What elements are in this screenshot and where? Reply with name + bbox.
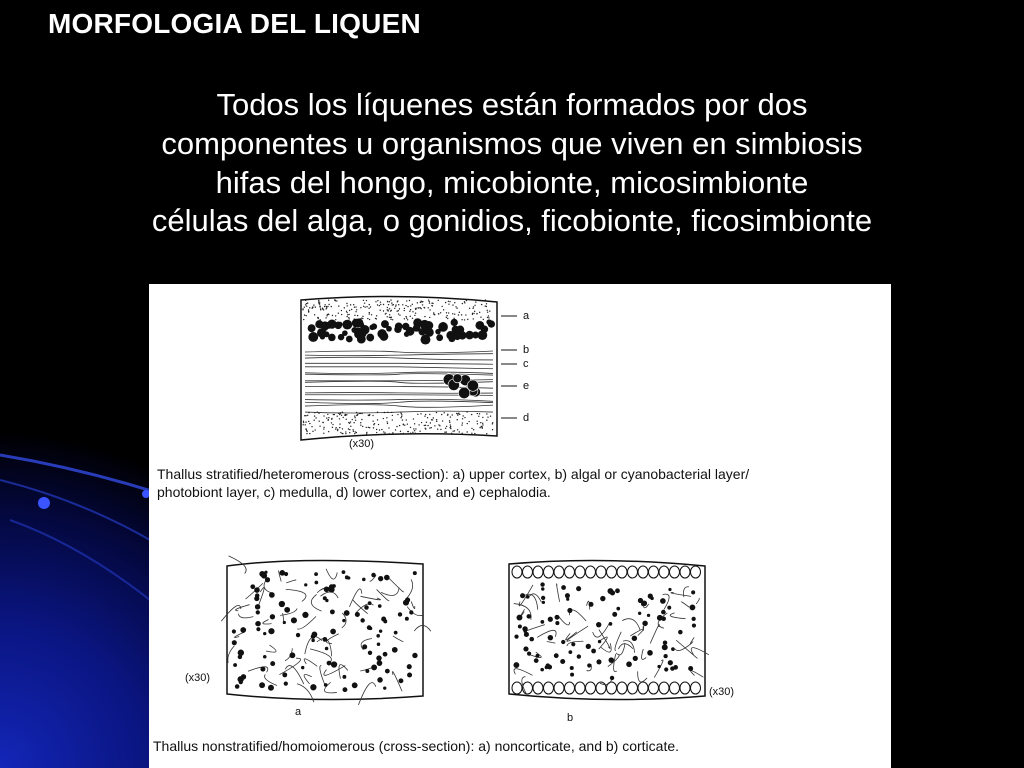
- label-e: e: [523, 380, 530, 392]
- stratified-thallus-drawing: [301, 296, 517, 440]
- lichen-cross-section-drawings: [149, 284, 891, 768]
- bottom-left-label: a: [295, 706, 302, 718]
- bottom-left-magnification: (x30): [185, 672, 211, 684]
- top-caption-line2: photobiont layer, c) medulla, d) lower cortex, and e) cephalodia.: [157, 484, 551, 500]
- intro-line: Todos los líquenes están formados por dos: [216, 87, 808, 122]
- slide-title: MORFOLOGIA DEL LIQUEN: [48, 8, 421, 39]
- intro-line: componentes u organismos que viven en simbiosis: [161, 125, 863, 161]
- label-c: c: [523, 358, 529, 370]
- bottom-right-magnification: (x30): [709, 686, 735, 698]
- label-a: a: [523, 310, 530, 322]
- label-d: d: [523, 412, 530, 424]
- intro-line: células del alga, o gonidios, ficobionte, ficosimbionte: [151, 203, 873, 239]
- corticate-thallus-drawing: [509, 560, 709, 699]
- bottom-caption: Thallus nonstratified/homoiomerous (cross-section): a) noncorticate, and b) corticate.: [153, 738, 680, 754]
- intro-text: [0, 86, 1024, 241]
- noncorticate-thallus-drawing: [221, 556, 431, 705]
- bottom-right-label: b: [567, 712, 574, 724]
- lichen-figure: [149, 284, 891, 768]
- top-caption-line1: Thallus stratified/heteromerous (cross-section): a) upper cortex, b) algal or cyanobacterial layer/: [157, 466, 750, 482]
- intro-line: hifas del hongo, micobionte, micosimbionte: [215, 164, 809, 200]
- top-magnification: (x30): [349, 438, 375, 450]
- label-b: b: [523, 344, 530, 356]
